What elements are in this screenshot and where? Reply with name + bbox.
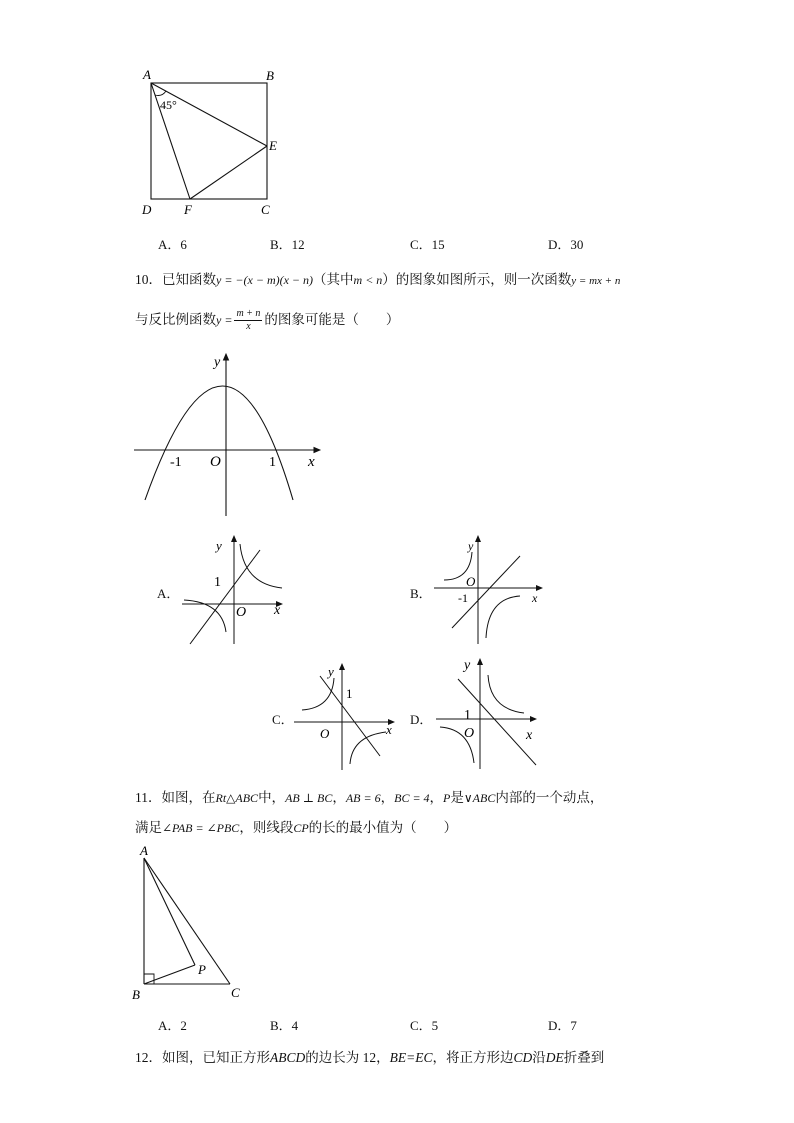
- label-f: F: [184, 202, 192, 217]
- label-p: P: [198, 962, 206, 977]
- parabola-curve: [145, 386, 293, 500]
- origin-label: O: [464, 726, 475, 741]
- q11-triangle: Rt△ABC: [215, 791, 259, 805]
- q10-condition: m < n: [353, 273, 383, 287]
- q11-text: 是: [450, 790, 464, 805]
- q11-option-c[interactable]: C．5: [410, 1018, 439, 1033]
- x-axis-label: x: [386, 722, 392, 737]
- q11-text: 中，: [258, 790, 286, 805]
- q11-text: 内部的一个动点，: [495, 790, 604, 805]
- label-c: C: [231, 985, 240, 1000]
- origin-label: O: [320, 726, 330, 741]
- q10-choice-a-label[interactable]: A．: [157, 586, 180, 601]
- q9-square-figure: [135, 62, 295, 222]
- q12-line1: [135, 1046, 604, 1066]
- q10-choice-c-label[interactable]: C．: [272, 712, 294, 727]
- q11-option-b[interactable]: B．4: [270, 1018, 299, 1033]
- q10-choice-b-label[interactable]: B．: [410, 586, 432, 601]
- q10-text: ）的图象如图所示，则一次函数: [382, 272, 572, 287]
- q10-text: 10．已知函数: [135, 272, 216, 287]
- q11-abc: ∨ABC: [463, 791, 496, 805]
- label-b: B: [266, 68, 274, 83]
- q9-option-d[interactable]: D．30: [548, 237, 584, 252]
- q12-text: 沿: [532, 1050, 546, 1065]
- q11-text: 满足: [135, 820, 162, 835]
- q10-text: 的图象可能是（ ）: [264, 312, 400, 327]
- q10-parabola-graph: [130, 348, 330, 520]
- origin-label: O: [210, 454, 221, 470]
- x-axis-label: x: [532, 591, 538, 605]
- q12-text: 的边长为 12，: [305, 1050, 390, 1065]
- intercept-1-label: 1: [214, 575, 221, 590]
- hyperbola-branch-q1: [240, 544, 282, 588]
- q11-line2: [135, 816, 457, 836]
- tick-neg1-label: -1: [170, 455, 182, 470]
- q9-option-a[interactable]: A．6: [158, 237, 187, 252]
- q12-text: 折叠到: [563, 1050, 605, 1065]
- label-a: A: [140, 843, 148, 858]
- y-axis-label: y: [214, 355, 221, 370]
- label-a: A: [143, 67, 151, 82]
- q10-choice-b-graph[interactable]: [430, 532, 550, 648]
- intercept-neg1-label: -1: [458, 591, 468, 605]
- hyperbola-branch-q2: [302, 678, 334, 710]
- label-c: C: [261, 202, 270, 217]
- label-d: D: [142, 202, 152, 217]
- segment-ac: [144, 858, 230, 984]
- q10-choice-c-graph[interactable]: [290, 660, 402, 772]
- y-axis-label: y: [216, 538, 222, 553]
- q10-line1: [135, 268, 620, 288]
- intercept-1-label: 1: [464, 708, 471, 723]
- q10-linear-formula: y = mx + n: [571, 275, 621, 287]
- q11-text: 11．如图，在: [135, 790, 216, 805]
- q11-text: 的长的最小值为（ ）: [308, 820, 458, 835]
- label-e: E: [269, 138, 277, 153]
- y-axis-label: y: [468, 539, 474, 553]
- q11-option-d[interactable]: D．7: [548, 1018, 577, 1033]
- q11-text: ，: [380, 790, 395, 805]
- angle-arc: [155, 91, 166, 96]
- q12-cd: CD: [513, 1050, 533, 1065]
- origin-label: O: [466, 574, 476, 589]
- q11-ab: AB = 6: [345, 791, 381, 805]
- q11-angle-eq: ∠PAB = ∠PBC: [162, 821, 240, 835]
- q10-y-eq: y =: [216, 313, 233, 327]
- q12-text: ，将正方形边: [432, 1050, 514, 1065]
- q11-triangle-figure: [130, 840, 260, 1005]
- q9-option-c[interactable]: C．15: [410, 237, 445, 252]
- hyperbola-branch-q4: [486, 596, 520, 638]
- q11-bc: BC = 4: [394, 791, 430, 805]
- q12-de: DE: [545, 1050, 564, 1065]
- linear-line: [190, 550, 260, 644]
- fraction-denominator: x: [246, 321, 251, 333]
- x-axis-label: x: [308, 454, 315, 470]
- q11-text: ，: [429, 790, 444, 805]
- y-axis-label: y: [464, 658, 471, 673]
- intercept-1-label: 1: [346, 686, 353, 701]
- hyperbola-branch-q1: [488, 675, 524, 713]
- segment-ap: [144, 858, 195, 965]
- q10-line2: [135, 308, 399, 333]
- q11-text: ，则线段: [239, 820, 294, 835]
- q11-text: ，: [332, 790, 346, 805]
- segment-ae: [151, 83, 267, 146]
- q11-p: P: [443, 791, 451, 805]
- x-axis-label: x: [526, 728, 533, 743]
- q11-perp: AB ⊥ BC: [285, 791, 333, 805]
- fraction-numerator: m + n: [236, 308, 261, 320]
- q10-quadratic-formula: y = −(x − m)(x − n): [216, 273, 314, 287]
- q12-text: 12．如图，已知正方形: [135, 1050, 270, 1065]
- hyperbola-branch-q4: [350, 732, 386, 764]
- label-b: B: [132, 987, 140, 1002]
- q10-choice-a-graph[interactable]: [178, 532, 290, 648]
- q12-abcd: ABCD: [270, 1050, 306, 1065]
- q10-choice-d-label[interactable]: D．: [410, 712, 433, 727]
- q10-text: 与反比例函数: [135, 312, 216, 327]
- q11-option-a[interactable]: A．2: [158, 1018, 187, 1033]
- q12-be-ec: BE=EC: [389, 1050, 433, 1065]
- angle-45-label: 45°: [160, 98, 177, 112]
- segment-fe: [190, 146, 267, 199]
- q9-option-b[interactable]: B．12: [270, 237, 305, 252]
- origin-label: O: [236, 605, 247, 620]
- q10-text: （其中: [313, 272, 354, 287]
- x-axis-label: x: [274, 603, 281, 618]
- q11-line1: [135, 786, 603, 806]
- q10-choice-d-graph[interactable]: [432, 655, 544, 773]
- tick-pos1-label: 1: [269, 455, 276, 470]
- segment-bp: [144, 965, 195, 984]
- q10-fraction: [234, 308, 262, 333]
- y-axis-label: y: [328, 664, 334, 679]
- q11-cp: CP: [293, 821, 309, 835]
